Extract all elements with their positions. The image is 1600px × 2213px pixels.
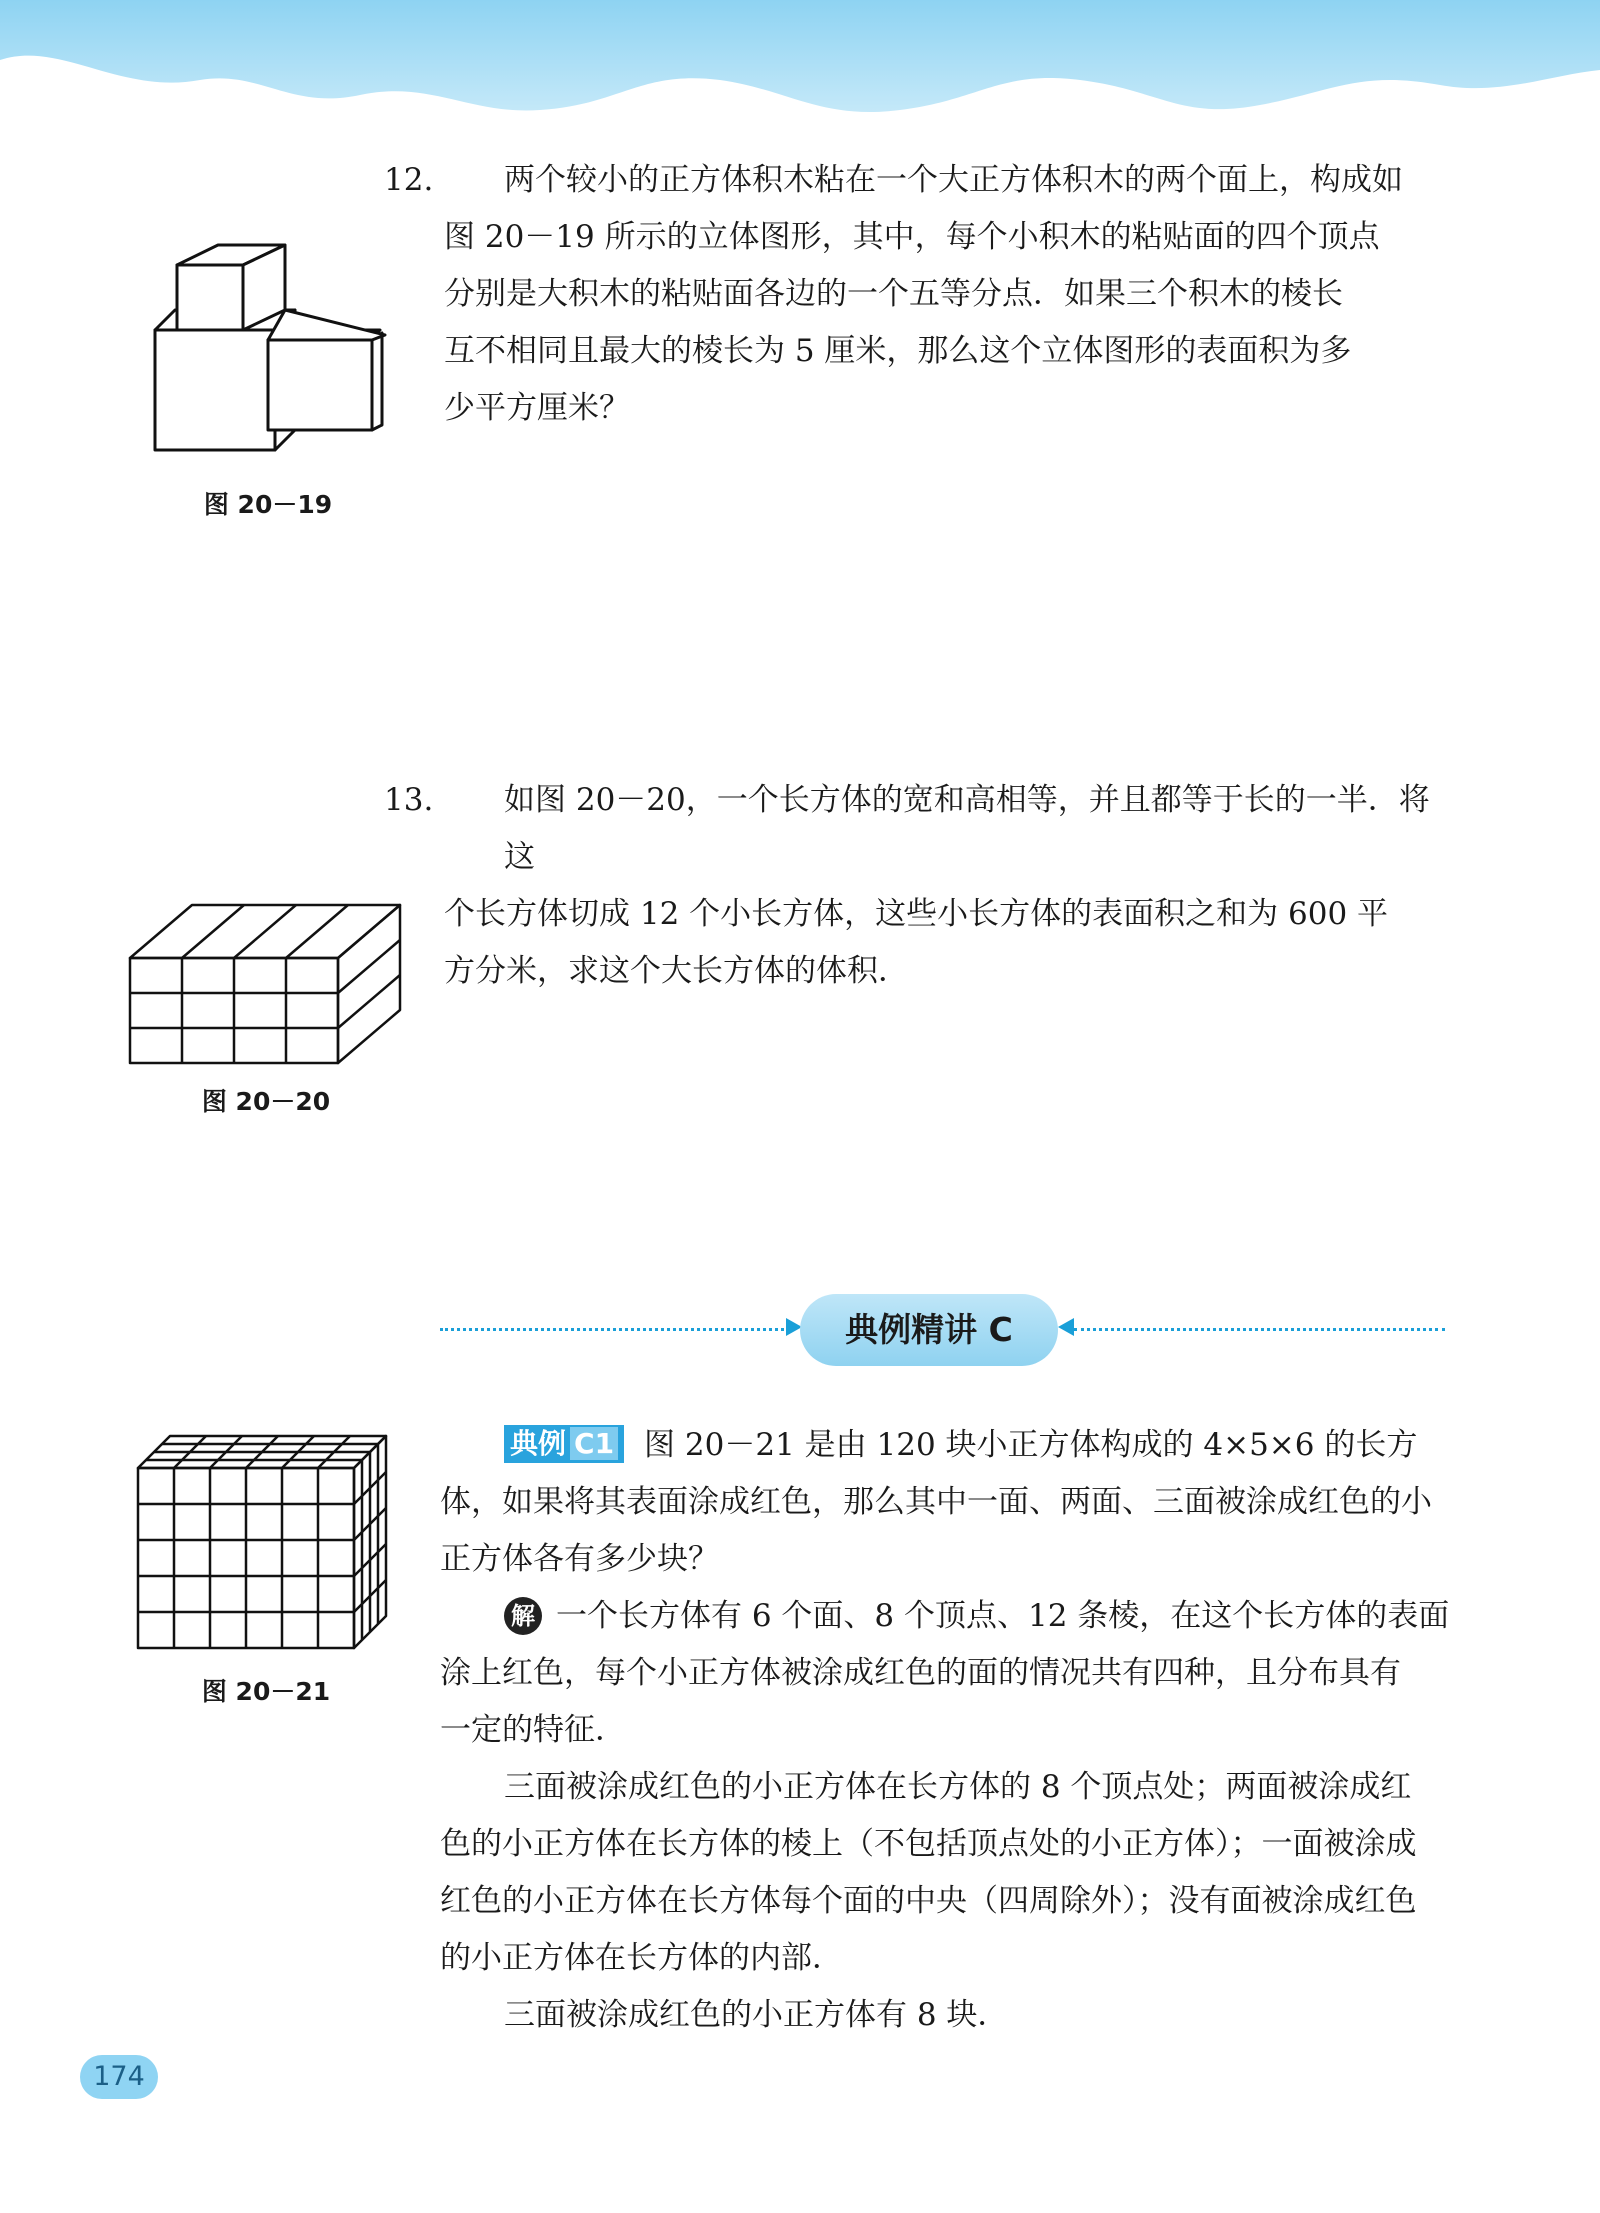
solution-text-line: 一定的特征．	[440, 1712, 626, 1748]
example-badge-tag: C1	[570, 1427, 618, 1460]
header-cloud-decoration	[0, 0, 1600, 150]
solution-text-line: 红色的小正方体在长方体每个面的中央（四周除外）；没有面被涂成红色	[440, 1883, 1417, 1919]
figure-caption: 图 20－19	[203, 490, 333, 519]
section-banner	[440, 1290, 1445, 1370]
example-text-line: 图 20－21 是由 120 块小正方体构成的 4×5×6 的长方	[644, 1427, 1418, 1463]
problem-text-line: 方分米，求这个大长方体的体积．	[444, 953, 909, 989]
figure-caption: 图 20－21	[201, 1677, 331, 1706]
banner-dotted-line	[1074, 1328, 1445, 1331]
problem-text-line: 如图 20－20，一个长方体的宽和高相等，并且都等于长的一半．将这	[504, 782, 1430, 875]
section-title: 典例精讲 C	[800, 1294, 1058, 1366]
problem-text-line: 个长方体切成 12 个小长方体，这些小长方体的表面积之和为 600 平	[444, 896, 1389, 932]
solution-text-line: 一个长方体有 6 个面、8 个顶点、12 条棱，在这个长方体的表面	[556, 1598, 1450, 1634]
problem-text-line: 分别是大积木的粘贴面各边的一个五等分点．如果三个积木的棱长	[444, 276, 1343, 312]
example-badge	[504, 1425, 624, 1463]
problem-text-line: 少平方厘米？	[444, 390, 630, 426]
example-text-line: 正方体各有多少块？	[440, 1541, 719, 1577]
problem-13	[384, 772, 1454, 1000]
solution-mark-icon: 解	[504, 1597, 542, 1635]
example-badge-label: 典例	[510, 1427, 567, 1460]
solution-text-line: 三面被涂成红色的小正方体在长方体的 8 个顶点处；两面被涂成红	[504, 1769, 1412, 1805]
problem-12	[384, 152, 1454, 437]
page-number: 174	[80, 2055, 158, 2099]
solution-text-line: 的小正方体在长方体的内部．	[440, 1940, 843, 1976]
problem-number: 13.	[384, 782, 434, 818]
example-c1	[440, 1417, 1450, 2044]
problem-text-line: 图 20－19 所示的立体图形，其中，每个小积木的粘贴面的四个顶点	[444, 219, 1380, 255]
problem-text-line: 互不相同且最大的棱长为 5 厘米，那么这个立体图形的表面积为多	[444, 333, 1352, 369]
figure-20-20-cuboid	[125, 900, 410, 1070]
figure-20-21-cube-grid	[132, 1428, 392, 1658]
problem-number: 12.	[384, 162, 434, 198]
figure-20-19-cubes	[140, 235, 400, 460]
banner-dotted-line	[440, 1328, 784, 1331]
solution-text-line: 三面被涂成红色的小正方体有 8 块．	[504, 1997, 1009, 2033]
example-text-line: 体，如果将其表面涂成红色，那么其中一面、两面、三面被涂成红色的小	[440, 1484, 1432, 1520]
banner-arrow-icon	[1058, 1318, 1074, 1336]
figure-caption: 图 20－20	[201, 1087, 331, 1116]
solution-text-line: 涂上红色，每个小正方体被涂成红色的面的情况共有四种，且分布具有	[440, 1655, 1401, 1691]
problem-text-line: 两个较小的正方体积木粘在一个大正方体积木的两个面上，构成如	[504, 162, 1403, 198]
solution-text-line: 色的小正方体在长方体的棱上（不包括顶点处的小正方体）；一面被涂成	[440, 1826, 1417, 1862]
